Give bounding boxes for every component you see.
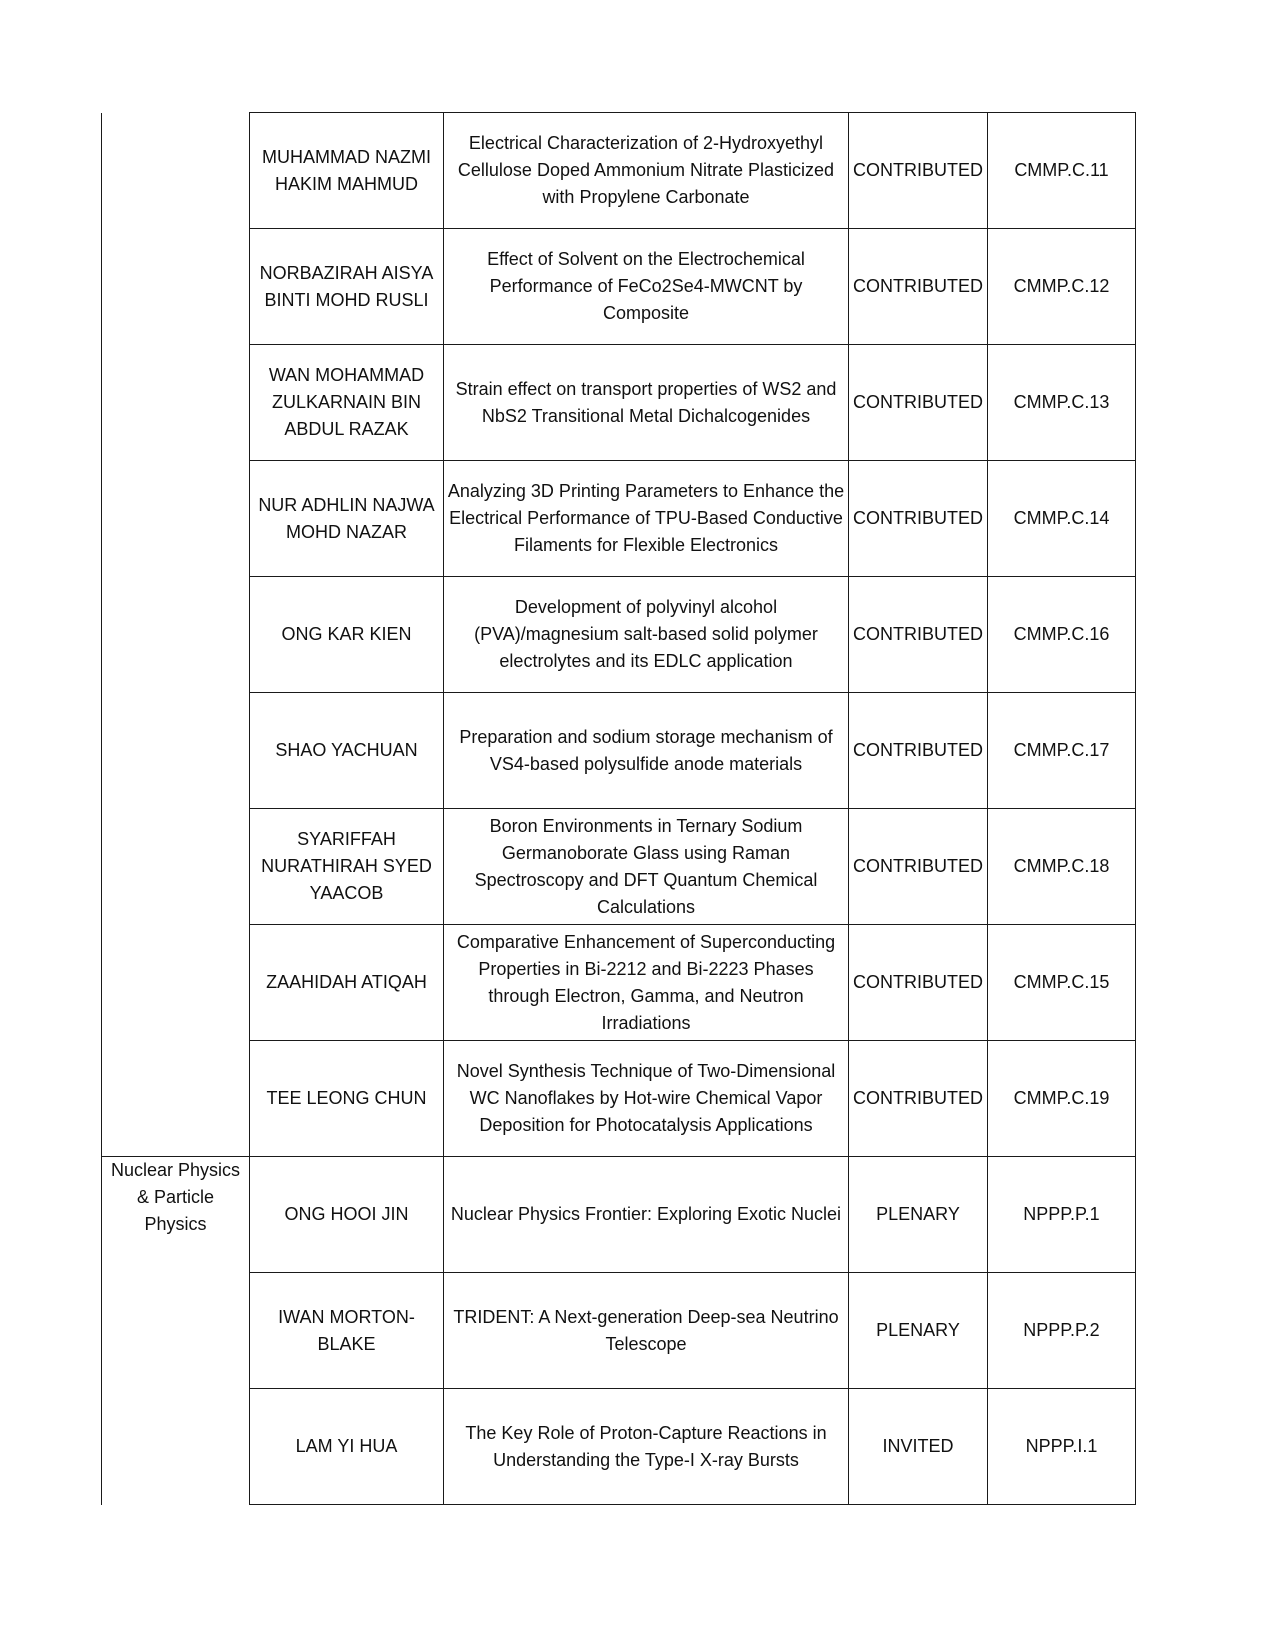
title-cell: Comparative Enhancement of Superconducting Properties in Bi-2212 and Bi-2223 Phases through Electron, Gamma, and Neutron Irradiations: [444, 925, 849, 1041]
type-cell: CONTRIBUTED: [849, 461, 988, 577]
title-cell: Analyzing 3D Printing Parameters to Enhance the Electrical Performance of TPU-Based Conductive Filaments for Flexible Electronics: [444, 461, 849, 577]
type-cell: CONTRIBUTED: [849, 229, 988, 345]
table-row: [102, 1273, 1136, 1389]
schedule-table: [101, 112, 1136, 1505]
type-cell: CONTRIBUTED: [849, 113, 988, 229]
table-row: [102, 809, 1136, 925]
table-row: [102, 1157, 1136, 1273]
title-cell: Novel Synthesis Technique of Two-Dimensional WC Nanoflakes by Hot-wire Chemical Vapor Deposition for Photocatalysis Applications: [444, 1041, 849, 1157]
code-cell: CMMP.C.16: [988, 577, 1136, 693]
type-cell: CONTRIBUTED: [849, 577, 988, 693]
presenter-cell: NORBAZIRAH AISYA BINTI MOHD RUSLI: [250, 229, 444, 345]
type-cell: CONTRIBUTED: [849, 693, 988, 809]
presenter-cell: SYARIFFAH NURATHIRAH SYED YAACOB: [250, 809, 444, 925]
presenter-cell: MUHAMMAD NAZMI HAKIM MAHMUD: [250, 113, 444, 229]
type-cell: INVITED: [849, 1389, 988, 1505]
table-row: [102, 577, 1136, 693]
code-cell: CMMP.C.11: [988, 113, 1136, 229]
code-cell: NPPP.P.1: [988, 1157, 1136, 1273]
code-cell: CMMP.C.13: [988, 345, 1136, 461]
type-cell: CONTRIBUTED: [849, 1041, 988, 1157]
title-cell: Strain effect on transport properties of WS2 and NbS2 Transitional Metal Dichalcogenides: [444, 345, 849, 461]
title-cell: TRIDENT: A Next-generation Deep-sea Neutrino Telescope: [444, 1273, 849, 1389]
section-name: Nuclear Physics & Particle Physics: [110, 1160, 241, 1234]
presenter-cell: SHAO YACHUAN: [250, 693, 444, 809]
type-cell: CONTRIBUTED: [849, 925, 988, 1041]
presenter-cell: TEE LEONG CHUN: [250, 1041, 444, 1157]
code-cell: NPPP.I.1: [988, 1389, 1136, 1505]
type-cell: CONTRIBUTED: [849, 345, 988, 461]
code-cell: CMMP.C.19: [988, 1041, 1136, 1157]
table-row: [102, 461, 1136, 577]
type-cell: PLENARY: [849, 1273, 988, 1389]
code-cell: NPPP.P.2: [988, 1273, 1136, 1389]
code-cell: CMMP.C.17: [988, 693, 1136, 809]
code-cell: CMMP.C.18: [988, 809, 1136, 925]
code-cell: CMMP.C.14: [988, 461, 1136, 577]
section-cell: [102, 113, 250, 1157]
code-cell: CMMP.C.15: [988, 925, 1136, 1041]
table-row: [102, 1041, 1136, 1157]
table-row: [102, 1389, 1136, 1505]
title-cell: Boron Environments in Ternary Sodium Germanoborate Glass using Raman Spectroscopy and DFT Quantum Chemical Calculations: [444, 809, 849, 925]
type-cell: PLENARY: [849, 1157, 988, 1273]
title-cell: The Key Role of Proton-Capture Reactions in Understanding the Type-I X-ray Bursts: [444, 1389, 849, 1505]
presenter-cell: ONG KAR KIEN: [250, 577, 444, 693]
code-cell: CMMP.C.12: [988, 229, 1136, 345]
title-cell: Nuclear Physics Frontier: Exploring Exotic Nuclei: [444, 1157, 849, 1273]
table-row: [102, 925, 1136, 1041]
table-row: [102, 113, 1136, 229]
table-row: [102, 229, 1136, 345]
title-cell: Preparation and sodium storage mechanism of VS4-based polysulfide anode materials: [444, 693, 849, 809]
presenter-cell: WAN MOHAMMAD ZULKARNAIN BIN ABDUL RAZAK: [250, 345, 444, 461]
title-cell: Effect of Solvent on the Electrochemical Performance of FeCo2Se4-MWCNT by Composite: [444, 229, 849, 345]
table-row: [102, 345, 1136, 461]
title-cell: Electrical Characterization of 2-Hydroxyethyl Cellulose Doped Ammonium Nitrate Plasticized with Propylene Carbonate: [444, 113, 849, 229]
presenter-cell: LAM YI HUA: [250, 1389, 444, 1505]
title-cell: Development of polyvinyl alcohol (PVA)/magnesium salt-based solid polymer electrolytes and its EDLC application: [444, 577, 849, 693]
presenter-cell: IWAN MORTON-BLAKE: [250, 1273, 444, 1389]
presenter-cell: ONG HOOI JIN: [250, 1157, 444, 1273]
section-cell: [102, 1157, 250, 1505]
presenter-cell: ZAAHIDAH ATIQAH: [250, 925, 444, 1041]
presenter-cell: NUR ADHLIN NAJWA MOHD NAZAR: [250, 461, 444, 577]
table-row: [102, 693, 1136, 809]
type-cell: CONTRIBUTED: [849, 809, 988, 925]
